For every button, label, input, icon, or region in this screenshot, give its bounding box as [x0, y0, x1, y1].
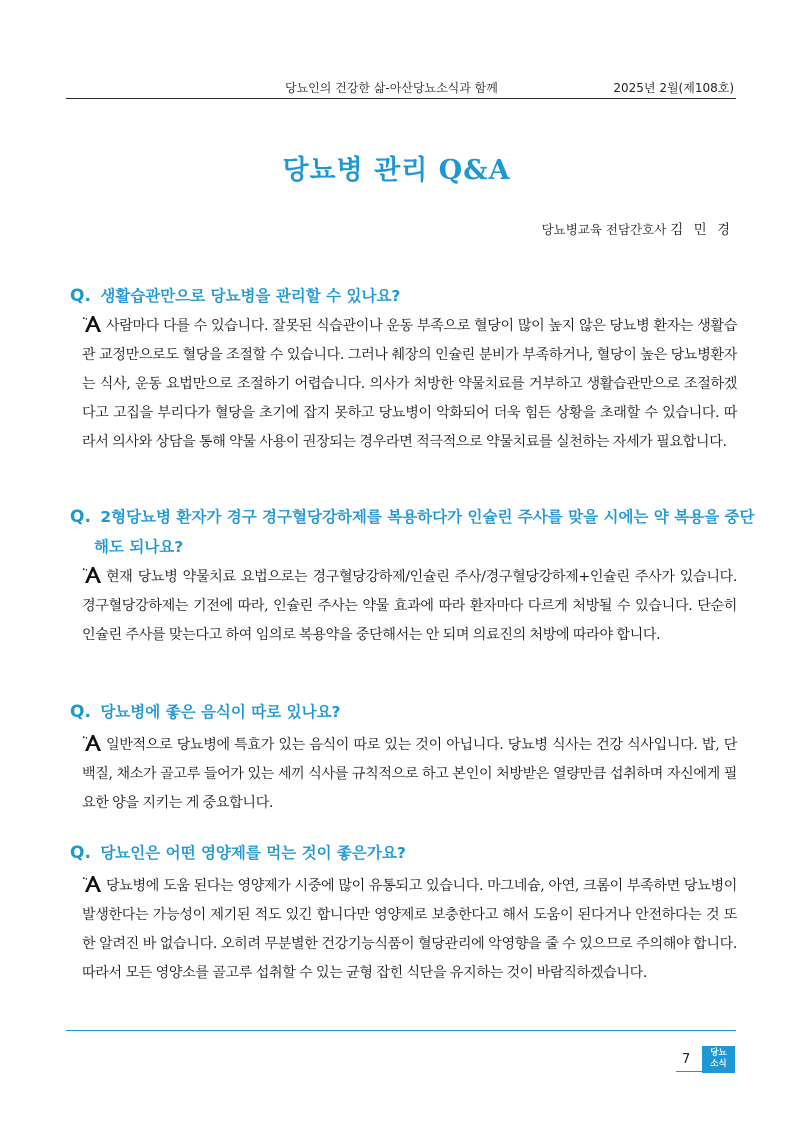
question-text: 당뇨인은 어떤 영양제를 먹는 것이 좋은가요? — [100, 844, 406, 862]
footer-divider — [66, 1030, 736, 1031]
question-2 — [70, 502, 764, 562]
question-text: 2형당뇨병 환자가 경구 경구혈당강하제를 복용하다가 인슐린 주사를 맞을 시에는 약 복용을 중단해도 되나요? — [94, 508, 755, 556]
question-mark: Q. — [70, 702, 91, 722]
question-mark: Q. — [70, 843, 91, 863]
pencil-a-icon — [82, 314, 104, 333]
answer-3 — [82, 731, 737, 818]
pencil-a-icon — [82, 874, 104, 893]
answer-text: 당뇨병에 도움 된다는 영양제가 시중에 많이 유통되고 있습니다. 마그네슘, 아연, 크롬이 부족하면 당뇨병이 발생한다는 가능성이 제기된 적도 있긴 합니다만 영양제로 보충한다고 해서 도움이 된다거나 안전하다는 것 또한 알려진 바 없습니다. 오히려 무분별한 건강기능식품이 혈당관리에 악영향을 줄 수 있으므로 주의해야 합니다. 따라서 모든 영양소를 골고루 섭취할 수 있는 균형 잡힌 식단을 유지하는 것이 바람직하겠습니다. — [82, 878, 737, 981]
question-mark: Q. — [70, 507, 91, 527]
header-publication-title: 당뇨인의 건강한 삶-아산당뇨소식과 함께 — [285, 81, 498, 95]
answer-text: 현재 당뇨병 약물치료 요법으로는 경구혈당강하제/인슐린 주사/경구혈당강하제+인슐린 주사가 있습니다. 경구혈당강하제는 기전에 따라, 인슐린 주사는 약물 효과에 따라 환자마다 다르게 처방될 수 있습니다. 단순히 인슐린 주사를 맞는다고 하여 임의로 복용약을 중단해서는 안 되며 의료진의 처방에 따라야 합니다. — [82, 569, 737, 643]
pencil-a-icon — [82, 733, 104, 752]
question-text: 당뇨병에 좋은 음식이 따로 있나요? — [100, 703, 341, 721]
badge-line-1: 당뇨 — [710, 1048, 727, 1058]
author-byline — [542, 218, 733, 238]
answer-text: 일반적으로 당뇨병에 특효가 있는 음식이 따로 있는 것이 아닙니다. 당뇨병 식사는 건강 식사입니다. 밥, 단백질, 채소가 골고루 들어가 있는 세끼 식사를 규칙적으로 하고 본인이 처방받은 열량만큼 섭취하며 자신에게 필요한 양을 지키는 게 중요합니다. — [82, 737, 737, 811]
answer-4 — [82, 872, 737, 988]
pencil-a-icon — [82, 565, 104, 584]
answer-text: 사람마다 다를 수 있습니다. 잘못된 식습관이나 운동 부족으로 혈당이 많이 높지 않은 당뇨병 환자는 생활습관 교정만으로도 혈당을 조절할 수 있습니다. 그러나 췌장의 인슐린 분비가 부족하거나, 혈당이 높은 당뇨병환자는 식사, 운동 요법만으로 조절하기 어렵습니다. 의사가 처방한 약물치료를 거부하고 생활습관만으로 조절하겠다고 고집을 부리다가 혈당을 초기에 잡지 못하고 당뇨병이 악화되어 더욱 힘든 상황을 초래할 수 있습니다. 따라서 의사와 상담을 통해 약물 사용이 권장되는 경우라면 적극적으로 약물치료를 실천하는 자세가 필요합니다. — [82, 318, 737, 450]
author-name: 김 민 경 — [670, 222, 733, 238]
badge-line-2: 소식 — [710, 1059, 727, 1069]
question-mark: Q. — [70, 286, 91, 306]
question-1 — [70, 281, 740, 311]
question-3 — [70, 697, 740, 727]
header-issue-date: 2025년 2월(제108호) — [613, 81, 734, 95]
question-4 — [70, 838, 740, 868]
page-number-underline — [676, 1071, 702, 1072]
answer-1 — [82, 312, 737, 457]
answer-2 — [82, 563, 737, 650]
page-number: 7 — [682, 1052, 691, 1067]
question-text: 생활습관만으로 당뇨병을 관리할 수 있나요? — [100, 287, 401, 305]
page-title: 당뇨병 관리 Q&A — [282, 155, 511, 186]
newsletter-badge — [702, 1046, 735, 1073]
author-role: 당뇨병교육 전담간호사 — [541, 222, 667, 237]
page-header — [66, 76, 736, 99]
